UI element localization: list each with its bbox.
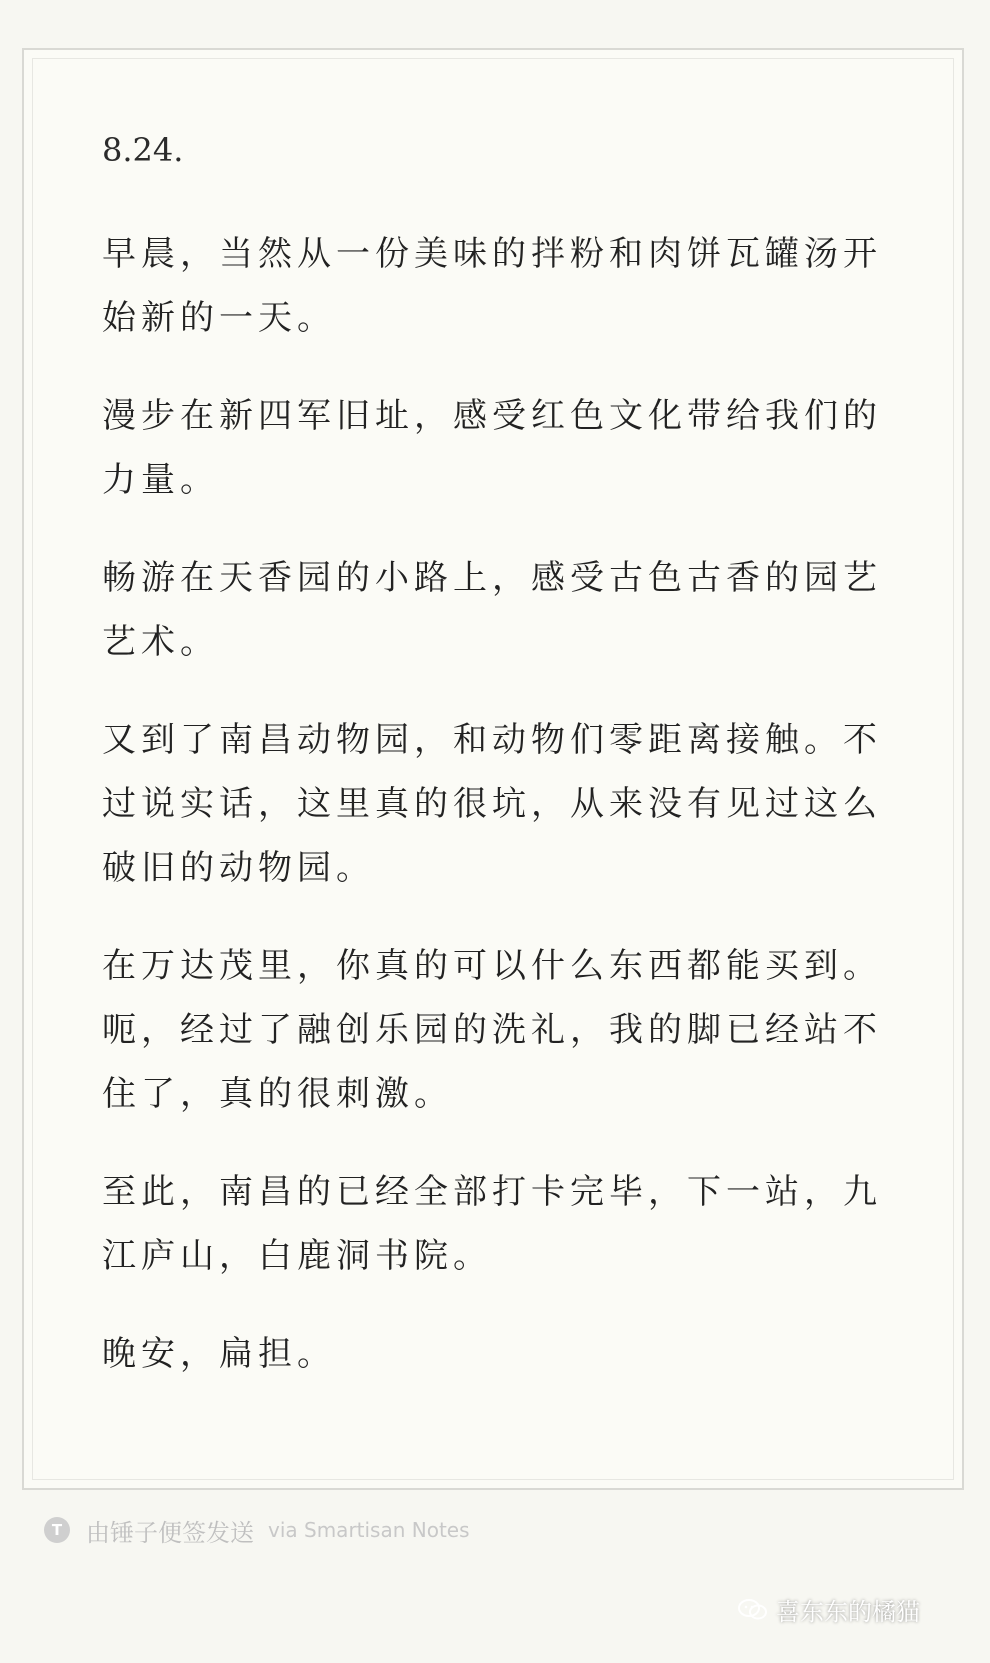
watermark-label: 喜东东的橘猫 [776,1598,920,1626]
footer-sent-label: 由锤子便签发送 [86,1518,254,1547]
note-footer [44,1508,470,1552]
note-paragraph-2: 漫步在新四军旧址，感受红色文化带给我们的力量。 [102,396,882,500]
note-date: 8.24. [102,131,184,169]
wechat-icon [738,1598,768,1622]
note-paragraph-5: 在万达茂里，你真的可以什么东西都能买到。呃，经过了融创乐园的洗礼，我的脚已经站不住了，真的很刺激。 [102,946,882,1114]
note-paragraph-6: 至此，南昌的已经全部打卡完毕，下一站，九江庐山，白鹿洞书院。 [102,1172,882,1276]
note-body [102,130,892,1420]
note-paragraph-7: 晚安，扁担。 [102,1334,336,1374]
note-paragraph-4: 又到了南昌动物园，和动物们零距离接触。不过说实话，这里真的很坑，从来没有见过这么破旧的动物园。 [102,720,882,888]
smartisan-t-icon: T [44,1517,70,1543]
note-paragraph-3: 畅游在天香园的小路上，感受古色古香的园艺艺术。 [102,558,882,662]
note-card [22,48,964,1490]
watermark [738,1592,920,1627]
note-paragraph-1: 早晨，当然从一份美味的拌粉和肉饼瓦罐汤开始新的一天。 [102,234,882,338]
footer-via-label: via Smartisan Notes [268,1518,470,1542]
